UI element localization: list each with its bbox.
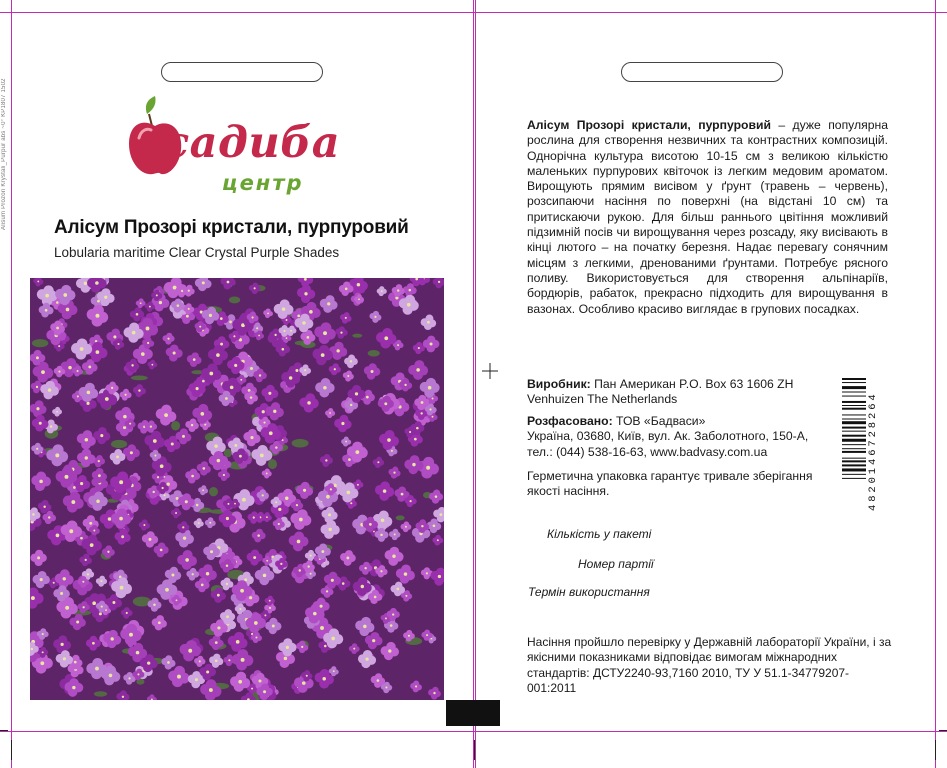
- hang-hole-back: [621, 62, 783, 82]
- crop-mark: [474, 740, 475, 760]
- description-lead: Алісум Прозорі кристали, пурпуровий: [527, 118, 771, 132]
- product-title: Алісум Прозорі кристали, пурпуровий: [54, 217, 409, 238]
- trim-line-fold-left: [473, 0, 474, 768]
- description-text: – дуже популярна рослина для створення незвичних та контрастних композицій. Однорічна культура висотою 10-15 см з великою кількістю маленьких пурпурових квіточок із легким медовим ароматом. Вирощують прямим висівом у ґрунт (травень – червень), розсипаючи насіння по поверхні (на відстані 10 см) та притискаючи рукою. Для більш раннього цвітіння можливий підзимній посів чи вирощування через розсаду, яку висівають в кінці лютого – на початку березня. Надає перевагу сонячним місцям з легкими, дренованими ґрунтами. Потребує рясного поливу. Використовується для створення альпінаріїв, бордюрів, рабаток, прекрасно підходить для вирощування в вазонах. Особливо красиво виглядає в групових посадках.: [527, 118, 889, 316]
- trim-line-right: [935, 0, 936, 768]
- brand-logo: [125, 96, 341, 206]
- packer-label: Розфасовано:: [527, 414, 613, 428]
- crop-mark: [939, 730, 947, 731]
- crop-mark: [0, 730, 8, 731]
- crop-mark: [11, 740, 12, 760]
- certification-note: Насіння пройшло перевірку у Державній лабораторії України, і за якісними показниками відповідає вимогам міжнародних стандартів: ДСТУ2240-93,7160 2010, ТУ У 51.1-34779207-001:2011: [527, 635, 892, 695]
- brand-subname: центр: [222, 171, 304, 195]
- storage-note: Герметична упаковка гарантує тривале зберігання якості насіння.: [527, 469, 813, 499]
- barcode-digits: 4820146728264: [867, 391, 879, 511]
- product-photo: [30, 278, 444, 700]
- registration-mark-icon: [482, 363, 498, 379]
- crop-mark: [935, 740, 936, 760]
- field-quantity: Кількість у пакеті: [547, 527, 652, 541]
- packer-text: ТОВ «Бадваси»: [612, 414, 706, 428]
- producer-info: [527, 377, 827, 408]
- file-slug-note: Alisum Prozori Krystali_Purpur abs ~0° KP1807 1502: [1, 78, 7, 230]
- product-latin-name: Lobularia maritime Clear Crystal Purple Shades: [54, 245, 340, 260]
- color-bar: [446, 700, 500, 726]
- producer-text: Пан Американ P.O. Box 63 1606 ZH Venhuizen The Netherlands: [527, 377, 794, 407]
- producer-label: Виробник:: [527, 377, 591, 391]
- field-expiry: Термін використання: [528, 585, 650, 599]
- brand-name: садиба: [163, 118, 341, 168]
- trim-line-top: [0, 12, 947, 13]
- product-description: [527, 118, 888, 317]
- packer-address: Україна, 03680, Київ, вул. Ак. Заболотного, 150-А,: [527, 429, 809, 444]
- trim-line-left: [11, 0, 12, 768]
- trim-line-fold-right: [475, 0, 476, 768]
- packer-info: [527, 414, 827, 460]
- packer-contacts: тел.: (044) 538-16-63, www.badvasy.com.ua: [527, 444, 768, 459]
- hang-hole-front: [161, 62, 323, 82]
- field-batch: Номер партії: [578, 557, 654, 571]
- alyssum-flowers-image: [30, 278, 444, 700]
- trim-line-bottom: [0, 731, 947, 732]
